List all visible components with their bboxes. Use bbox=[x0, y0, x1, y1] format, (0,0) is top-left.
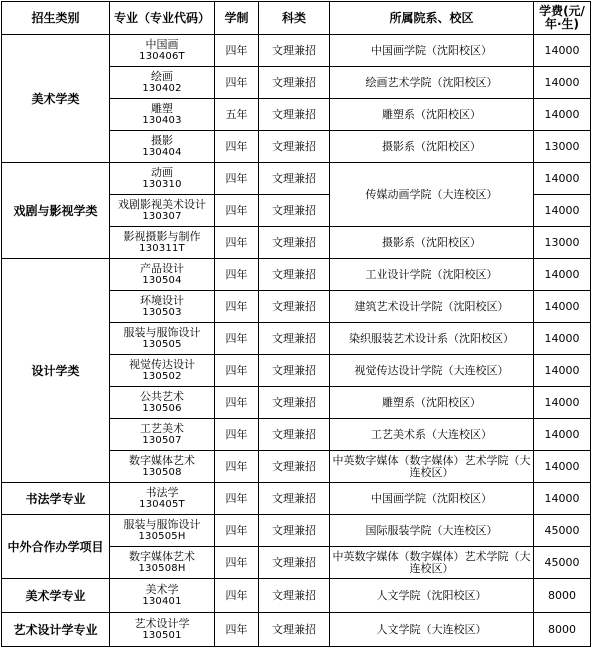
major-name: 公共艺术 bbox=[140, 389, 184, 403]
major-code: 130311T bbox=[139, 242, 185, 254]
major-cell bbox=[110, 67, 215, 99]
major-cell bbox=[110, 451, 215, 483]
fee-cell: 45000 bbox=[534, 515, 591, 547]
duration-cell: 四年 bbox=[215, 355, 259, 387]
duration-cell: 四年 bbox=[215, 419, 259, 451]
table-row bbox=[2, 259, 591, 291]
major-name: 书法学 bbox=[145, 485, 179, 499]
fee-cell: 8000 bbox=[534, 579, 591, 613]
major-name: 服装与服饰设计 bbox=[123, 517, 201, 531]
major-name: 工艺美术 bbox=[140, 421, 184, 435]
category-cell: 书法学专业 bbox=[2, 483, 110, 515]
admissions-table bbox=[1, 1, 591, 647]
subject-cell: 文理兼招 bbox=[259, 579, 330, 613]
fee-cell: 14000 bbox=[534, 163, 591, 195]
major-code: 130503 bbox=[142, 306, 182, 318]
major-cell bbox=[110, 483, 215, 515]
header-subject: 科类 bbox=[259, 2, 330, 35]
subject-cell: 文理兼招 bbox=[259, 613, 330, 647]
subject-cell: 文理兼招 bbox=[259, 515, 330, 547]
fee-cell: 13000 bbox=[534, 131, 591, 163]
college-cell: 中英数字媒体（数字媒体）艺术学院（大连校区） bbox=[330, 451, 534, 483]
major-code: 130404 bbox=[142, 146, 182, 158]
college-cell: 国际服装学院（大连校区） bbox=[330, 515, 534, 547]
table-row bbox=[2, 35, 591, 67]
fee-cell: 45000 bbox=[534, 547, 591, 579]
category-cell: 戏剧与影视学类 bbox=[2, 163, 110, 259]
major-cell bbox=[110, 323, 215, 355]
major-cell bbox=[110, 515, 215, 547]
duration-cell: 四年 bbox=[215, 259, 259, 291]
category-cell: 美术学类 bbox=[2, 35, 110, 163]
college-cell: 建筑艺术设计学院（沈阳校区） bbox=[330, 291, 534, 323]
subject-cell: 文理兼招 bbox=[259, 483, 330, 515]
table-row bbox=[2, 579, 591, 613]
college-cell: 摄影系（沈阳校区） bbox=[330, 131, 534, 163]
major-code: 130403 bbox=[142, 114, 182, 126]
subject-cell: 文理兼招 bbox=[259, 387, 330, 419]
major-cell bbox=[110, 35, 215, 67]
major-code: 130406T bbox=[139, 50, 185, 62]
category-cell: 美术学专业 bbox=[2, 579, 110, 613]
category-cell: 艺术设计学专业 bbox=[2, 613, 110, 647]
major-name: 艺术设计学 bbox=[134, 616, 190, 630]
subject-cell: 文理兼招 bbox=[259, 323, 330, 355]
college-cell: 雕塑系（沈阳校区） bbox=[330, 99, 534, 131]
major-name: 戏剧影视美术设计 bbox=[118, 197, 206, 211]
college-cell: 染织服装艺术设计系（沈阳校区） bbox=[330, 323, 534, 355]
major-code: 130502 bbox=[142, 370, 182, 382]
subject-cell: 文理兼招 bbox=[259, 163, 330, 195]
duration-cell: 五年 bbox=[215, 99, 259, 131]
major-code: 130310 bbox=[142, 178, 182, 190]
major-code: 130505 bbox=[142, 338, 182, 350]
category-cell: 中外合作办学项目 bbox=[2, 515, 110, 579]
fee-cell: 14000 bbox=[534, 387, 591, 419]
duration-cell: 四年 bbox=[215, 195, 259, 227]
major-code: 130307 bbox=[142, 210, 182, 222]
major-cell bbox=[110, 131, 215, 163]
fee-cell: 14000 bbox=[534, 35, 591, 67]
college-cell: 人文学院（大连校区） bbox=[330, 613, 534, 647]
subject-cell: 文理兼招 bbox=[259, 67, 330, 99]
header-category: 招生类别 bbox=[2, 2, 110, 35]
duration-cell: 四年 bbox=[215, 163, 259, 195]
major-code: 130505H bbox=[138, 530, 186, 542]
major-name: 视觉传达设计 bbox=[129, 357, 195, 371]
subject-cell: 文理兼招 bbox=[259, 547, 330, 579]
major-code: 130508 bbox=[142, 466, 182, 478]
major-code: 130506 bbox=[142, 402, 182, 414]
major-name: 动画 bbox=[151, 165, 173, 179]
fee-cell: 14000 bbox=[534, 483, 591, 515]
table-row bbox=[2, 515, 591, 547]
fee-cell: 14000 bbox=[534, 291, 591, 323]
major-name: 中国画 bbox=[145, 37, 179, 51]
major-name: 产品设计 bbox=[140, 261, 184, 275]
college-cell: 工艺美术系（大连校区） bbox=[330, 419, 534, 451]
duration-cell: 四年 bbox=[215, 227, 259, 259]
major-name: 服装与服饰设计 bbox=[123, 325, 201, 339]
duration-cell: 四年 bbox=[215, 613, 259, 647]
college-cell: 传媒动画学院（大连校区） bbox=[330, 163, 534, 227]
subject-cell: 文理兼招 bbox=[259, 291, 330, 323]
table-row bbox=[2, 613, 591, 647]
duration-cell: 四年 bbox=[215, 387, 259, 419]
category-cell: 设计学类 bbox=[2, 259, 110, 483]
college-cell: 工业设计学院（沈阳校区） bbox=[330, 259, 534, 291]
major-name: 绘画 bbox=[151, 69, 173, 83]
fee-cell: 14000 bbox=[534, 99, 591, 131]
major-cell bbox=[110, 419, 215, 451]
fee-cell: 14000 bbox=[534, 67, 591, 99]
fee-cell: 14000 bbox=[534, 451, 591, 483]
major-code: 130504 bbox=[142, 274, 182, 286]
college-cell: 中国画学院（沈阳校区） bbox=[330, 35, 534, 67]
major-code: 130405T bbox=[139, 498, 185, 510]
fee-cell: 14000 bbox=[534, 195, 591, 227]
college-cell: 视觉传达设计学院（大连校区） bbox=[330, 355, 534, 387]
college-cell: 雕塑系（沈阳校区） bbox=[330, 387, 534, 419]
header-row bbox=[2, 2, 591, 35]
major-name: 美术学 bbox=[145, 582, 179, 596]
subject-cell: 文理兼招 bbox=[259, 35, 330, 67]
duration-cell: 四年 bbox=[215, 451, 259, 483]
major-code: 130401 bbox=[142, 595, 182, 607]
header-college: 所属院系、校区 bbox=[330, 2, 534, 35]
duration-cell: 四年 bbox=[215, 131, 259, 163]
college-cell: 人文学院（沈阳校区） bbox=[330, 579, 534, 613]
subject-cell: 文理兼招 bbox=[259, 451, 330, 483]
subject-cell: 文理兼招 bbox=[259, 227, 330, 259]
duration-cell: 四年 bbox=[215, 515, 259, 547]
subject-cell: 文理兼招 bbox=[259, 99, 330, 131]
major-cell bbox=[110, 163, 215, 195]
fee-cell: 13000 bbox=[534, 227, 591, 259]
duration-cell: 四年 bbox=[215, 483, 259, 515]
subject-cell: 文理兼招 bbox=[259, 355, 330, 387]
major-name: 数字媒体艺术 bbox=[129, 549, 195, 563]
header-fee: 学费(元/年·生) bbox=[534, 2, 591, 35]
major-cell bbox=[110, 259, 215, 291]
duration-cell: 四年 bbox=[215, 35, 259, 67]
major-cell bbox=[110, 613, 215, 647]
duration-cell: 四年 bbox=[215, 67, 259, 99]
major-name: 摄影 bbox=[151, 133, 173, 147]
major-code: 130501 bbox=[142, 629, 182, 641]
major-name: 影视摄影与制作 bbox=[123, 229, 201, 243]
major-name: 环境设计 bbox=[140, 293, 184, 307]
major-cell bbox=[110, 291, 215, 323]
duration-cell: 四年 bbox=[215, 579, 259, 613]
duration-cell: 四年 bbox=[215, 547, 259, 579]
major-cell bbox=[110, 227, 215, 259]
fee-cell: 14000 bbox=[534, 259, 591, 291]
duration-cell: 四年 bbox=[215, 291, 259, 323]
duration-cell: 四年 bbox=[215, 323, 259, 355]
major-cell bbox=[110, 579, 215, 613]
subject-cell: 文理兼招 bbox=[259, 419, 330, 451]
fee-cell: 8000 bbox=[534, 613, 591, 647]
major-cell bbox=[110, 355, 215, 387]
major-code: 130508H bbox=[138, 562, 186, 574]
table-row bbox=[2, 483, 591, 515]
fee-cell: 14000 bbox=[534, 323, 591, 355]
header-major: 专业（专业代码） bbox=[110, 2, 215, 35]
major-cell bbox=[110, 547, 215, 579]
major-cell bbox=[110, 99, 215, 131]
college-cell: 摄影系（沈阳校区） bbox=[330, 227, 534, 259]
major-name: 数字媒体艺术 bbox=[129, 453, 195, 467]
fee-cell: 14000 bbox=[534, 355, 591, 387]
major-code: 130402 bbox=[142, 82, 182, 94]
college-cell: 中国画学院（沈阳校区） bbox=[330, 483, 534, 515]
college-cell: 中英数字媒体（数字媒体）艺术学院（大连校区） bbox=[330, 547, 534, 579]
subject-cell: 文理兼招 bbox=[259, 131, 330, 163]
subject-cell: 文理兼招 bbox=[259, 259, 330, 291]
major-cell bbox=[110, 195, 215, 227]
subject-cell: 文理兼招 bbox=[259, 195, 330, 227]
major-name: 雕塑 bbox=[151, 101, 173, 115]
college-cell: 绘画艺术学院（沈阳校区） bbox=[330, 67, 534, 99]
fee-cell: 14000 bbox=[534, 419, 591, 451]
table-row bbox=[2, 163, 591, 195]
major-code: 130507 bbox=[142, 434, 182, 446]
header-duration: 学制 bbox=[215, 2, 259, 35]
major-cell bbox=[110, 387, 215, 419]
